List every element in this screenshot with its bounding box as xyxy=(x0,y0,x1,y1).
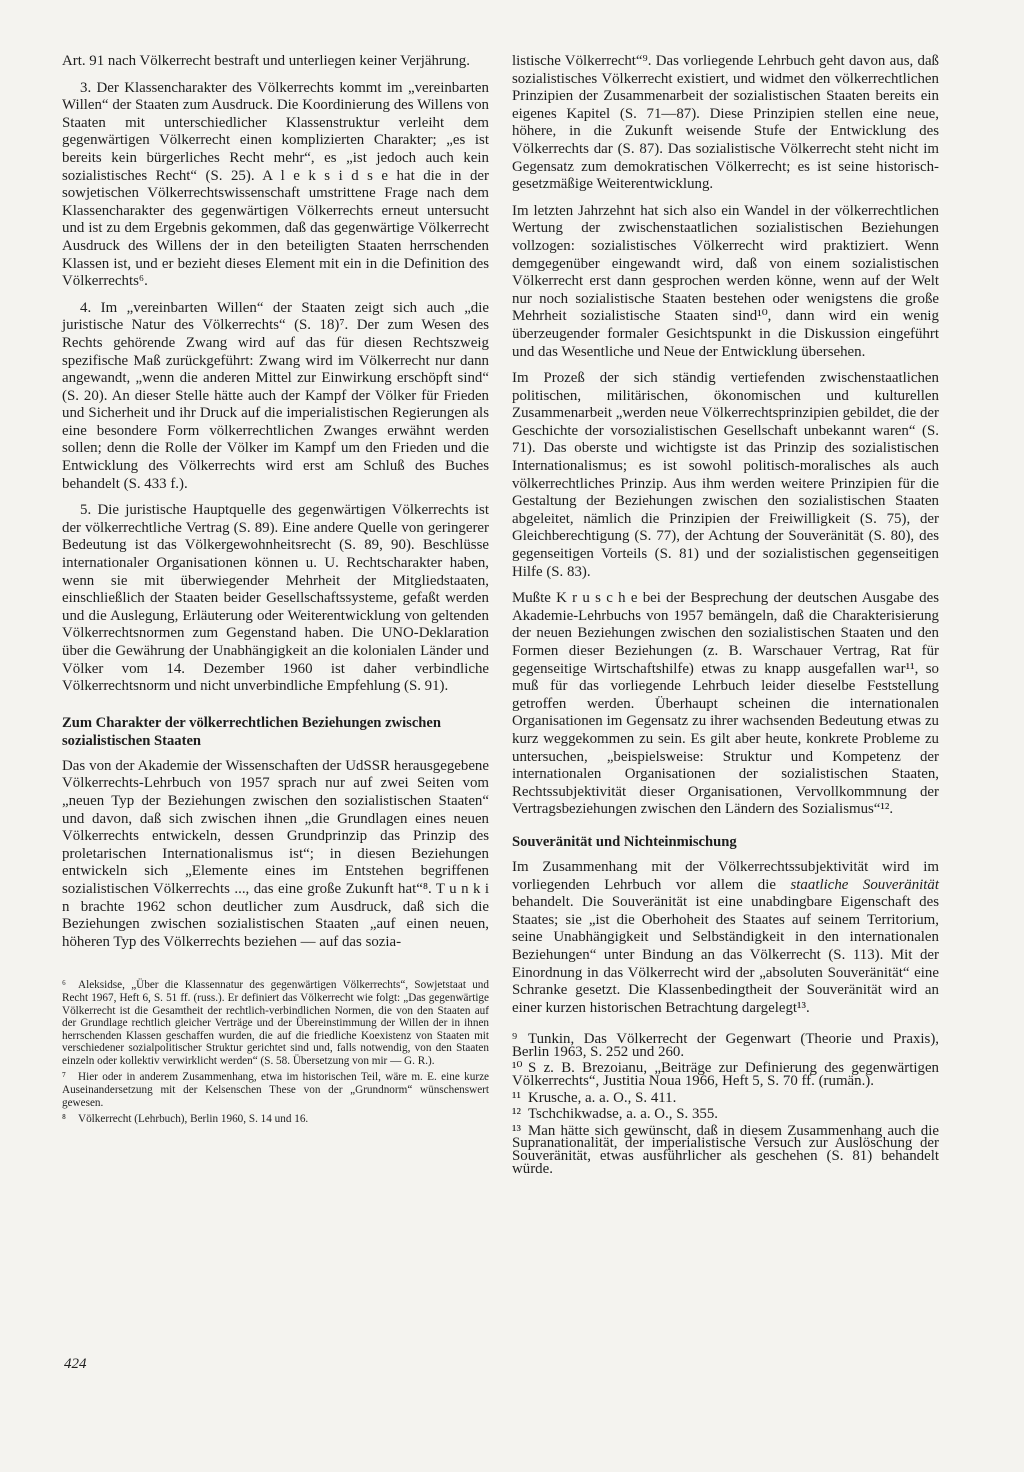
footnote-text: Tunkin, Das Völkerrecht der Gegenwart (Theorie und Praxis), Berlin 1963, S. 252 und 260. xyxy=(512,1031,939,1060)
emphasis: staatliche Souveränität xyxy=(790,876,940,893)
footnote xyxy=(512,1122,939,1177)
footnote xyxy=(512,1033,939,1058)
section-heading: Souveränität und Nichteinmischung xyxy=(512,833,737,850)
footnote xyxy=(62,1071,489,1109)
paragraph: Im Prozeß der sich ständig vertiefenden zwischenstaatlichen politischen, militärischen, ökonomischen und kulturellen Zusammenarbeit „werden neue Völkerrechtsprinzipien gebildet, die der Geschichte der vorsozialistischen Gesellschaft unbekannt waren“ (S. 71). Das oberste und wichtigste ist das Prinzip des sozialistischen Internationalismus; es ist sowohl politisch-moralisches als auch völkerrechtliches Prinzip. Aus ihm werden weitere Prinzipien für die Gestaltung der Beziehungen zwischen den sozialistischen Staaten abgeleitet, nämlich die Prinzipien der Freiwilligkeit (S. 75), der Gleichberechtigung (S. 77), der Achtung der Souveränität (S. 80), des gegenseitigen Vorteils (S. 81) und der sozialistischen gegenseitigen Hilfe (S. 83). xyxy=(512,370,939,580)
paragraph xyxy=(512,859,939,1017)
footnotes xyxy=(62,979,489,1126)
footnote-text: Man hätte sich gewünscht, daß in diesem Zusammenhang auch die Supranationalität, der imperialistische Versuch zur Auslöschung der Souveränität, etwas ausführlicher als geschehen (S. 81) behandelt würde. xyxy=(512,1122,939,1177)
page-number: 424 xyxy=(64,1356,87,1372)
footnote xyxy=(512,1108,939,1121)
footnote-mark: ⁹ xyxy=(512,1031,518,1048)
footnote xyxy=(62,1113,489,1126)
paragraph: 3. Der Klassencharakter des Völkerrechts kommt im „vereinbarten Willen“ der Staaten zum Ausdruck. Die Koordinierung des Willens von Staaten mit unterschiedlicher Klassenstruktur verleiht dem gegenwärtigen Völkerrecht einen komplizierten Charakter; „es ist bereits kein bürgerliches Recht mehr“, es „ist jedoch auch kein sozialistisches Recht“ (S. 25). A l e k s i d s e hat die in der sowjetischen Völkerrechtswissenschaft umstrittene Frage nach dem Klassencharakter des gegenwärtigen Völkerrechts erneut untersucht und ist zu dem Ergebnis gekommen, daß das gegenwärtige Völkerrecht Ausdruck des Willens der in den beteiligten Staaten herrschenden Klassen ist, und er bezieht dieses Element mit ein in die Definition des Völkerrechts⁶. xyxy=(62,79,489,290)
footnote xyxy=(512,1089,939,1106)
footnote-mark: ¹⁰ xyxy=(512,1060,523,1077)
footnote xyxy=(62,979,489,1067)
footnote xyxy=(512,1060,939,1090)
paragraph: listische Völkerrecht“⁹. Das vorliegende Lehrbuch geht davon aus, daß sozialistisches Völkerrecht existiert, und widmet den völkerrechtlichen Prinzipien der Zusammenarbeit der sozialistischen Staaten bereits ein eigenes Kapitel (S. 71—87). Diese Prinzipien stellen eine neue, höhere, in die Zukunft weisende Stufe der Entwicklung des Völkerrechts dar (S. 87). Das sozialistische Völkerrecht steht nicht im Gegensatz zum demokratischen Völkerrecht; es ist seine historisch-gesetzmäßige Weiterentwicklung. xyxy=(512,53,939,193)
text-run: behandelt. Die Souveränität ist eine unabdingbare Eigenschaft des Staates; sie „ist die Oberhoheit des Staates auf seinem Territorium, seine Unabhängigkeit und Selbständigkeit in den internationalen Beziehungen“ unter Bindung an das Völkerrecht (S. 113). Mit der Einordnung in das Völkerrecht wird der „absoluten Souveränität“ eine Schranke gesetzt. Die Klassenbedingtheit der Souveränität wird an einer kurzen historischen Betrachtung dargelegt¹³. xyxy=(512,894,939,1016)
footnote-text: S z. B. Brezoianu, „Beiträge zur Definierung des gegenwärtigen Völkerrechts“, Justitia Noua 1966, Heft 5, S. 70 ff. (rumän.). xyxy=(512,1060,939,1090)
paragraph: 4. Im „vereinbarten Willen“ der Staaten zeigt sich auch „die juristische Natur des Völkerrechts“ (S. 18)⁷. Der zum Wesen des Rechts gehörende Zwang wird auf das für diesen Rechtszweig spezifische Maß zurückgeführt: Zwang wird im Völkerrecht nur dann angewandt, „wenn die anderen Mittel zur Einwirkung erschöpft sind“ (S. 20). An dieser Stelle hätte auch der Kampf der Völker für Frieden und Sicherheit und ihr Druck auf die imperialistischen Regierungen als eine besondere Form völkerrechtlichen Zwanges erwähnt werden sollen; denn die Rolle der Völker im Kampf um den Frieden und die Entwicklung des Völkerrechts wird erst am Schluß des Buches behandelt (S. 433 f.). xyxy=(62,299,489,492)
section-heading: Zum Charakter der völkerrechtlichen Beziehungen zwischen sozialistischen Staaten xyxy=(62,714,442,749)
footnote-text: Völkerrecht (Lehrbuch), Berlin 1960, S. 14 und 16. xyxy=(78,1113,309,1126)
paragraph: Im letzten Jahrzehnt hat sich also ein Wandel in der völkerrechtlichen Wertung der zwischenstaatlichen sozialistischen Beziehungen vollzogen: sozialistisches Völkerrecht wird praktiziert. Wenn demgegenüber eingewandt wird, daß von einem sozialistischen Völkerrecht erst dann gesprochen werden könne, wenn auf der Welt nur noch sozialistische Staaten bestehen oder wenigstens die große Mehrheit sozialistische Staaten sind¹⁰, dann wird ein wenig überzeugender formaler Gesichtspunkt in die Diskussion eingeführt und das Wesentliche und Neue der Entwicklung übersehen. xyxy=(512,202,939,360)
footnote-mark: ¹³ xyxy=(512,1122,521,1139)
footnote-text: Krusche, a. a. O., S. 411. xyxy=(528,1089,677,1106)
paragraph: Das von der Akademie der Wissenschaften der UdSSR herausgegebene Völkerrechts-Lehrbuch von 1957 sprach nur auf zwei Seiten vom „neuen Typ der Beziehungen zwischen den sozialistischen Staaten“ und davon, daß sich zwischen ihnen „die Grundlagen eines neuen Völkerrechts entwickeln, dessen Grundprinzip das Prinzip des proletarischen Internationalismus ist“; in diesen Beziehungen entwickeln sich „Elemente eines im Entstehen begriffenen sozialistischen Völkerrechts ..., das eine große Zukunft hat“⁸. T u n k i n brachte 1962 schon deutlicher zum Ausdruck, daß sich die Beziehungen zwischen sozialistischen Staaten „auf einen neuen, höheren Typ des Völkerrechts beziehen — auf das sozia- xyxy=(62,757,489,950)
paragraph: 5. Die juristische Hauptquelle des gegenwärtigen Völkerrechts ist der völkerrechtliche Vertrag (S. 89). Eine andere Quelle von geringerer Bedeutung ist das Völkergewohnheitsrecht (S. 89, 90). Beschlüsse internationaler Organisationen können u. U. Rechtscharakter haben, wenn sie mit überwiegender Mehrheit der Mitgliedstaaten, einschließlich der Staaten beider Gesellschaftssysteme, gefaßt werden und die Auslegung, Erläuterung oder Weiterentwicklung von geltenden Völkerrechtsnormen zum Gegenstand haben. Die UNO-Deklaration über die Gewährung der Unabhängigkeit an die kolonialen Länder und Völker vom 14. Dezember 1960 ist daher verbindliche Völkerrechtsnorm und nicht unverbindliche Empfehlung (S. 91). xyxy=(62,502,489,695)
footnotes xyxy=(512,1033,939,1175)
left-column xyxy=(62,53,489,1130)
footnote-mark: ¹² xyxy=(512,1106,521,1123)
footnote-mark: ⁸ xyxy=(62,1113,66,1126)
paragraph: Mußte K r u s c h e bei der Besprechung der deutschen Ausgabe des Akademie-Lehrbuchs von 1957 bemängeln, daß die Charakterisierung der neuen Beziehungen zwischen den sozialistischen Staaten und den Formen dieser Beziehungen (z. B. Warschauer Vertrag, Rat für gegenseitige Wirtschaftshilfe) etwas zu knapp ausgefallen war¹¹, so muß für das vorliegende Lehrbuch leider dieselbe Feststellung getroffen werden. Überhaupt scheinen die internationalen Organisationen im Gegensatz zu ihrer wachsenden Bedeutung etwas zu kurz weggekommen zu sein. Es gilt aber heute, konkrete Probleme zu untersuchen, „beispielsweise: Struktur und Kompetenz der internationalen Organisationen der sozialistischen Staaten, Rechtssubjektivität dieser Organisationen, Vervollkommnung der Vertragsbeziehungen zwischen den Ländern des Sozialismus“¹². xyxy=(512,590,939,818)
footnote-mark: ⁷ xyxy=(62,1071,66,1084)
footnote-mark: ⁶ xyxy=(62,979,66,992)
footnote-text: Hier oder in anderem Zusammenhang, etwa im historischen Teil, wäre m. E. eine kurze Auseinandersetzung mit der Kelsenschen These von der „Grundnorm“ wünschenswert gewesen. xyxy=(62,1071,489,1109)
footnote-text: Aleksidse, „Über die Klassennatur des gegenwärtigen Völkerrechts“, Sowjetstaat und Recht 1967, Heft 6, S. 51 ff. (russ.). Er definiert das Völkerrecht wie folgt: „Das gegenwärtige Völkerrecht ist die Gesamtheit der rechtlich-verbindlichen Normen, die von den Staaten auf der Grundlage rechtlich gleicher Verträge und der Übereinstimmung der Willen der in ihnen herrschenden Klassen geschaffen wurden, die auf die friedliche Koexistenz von Staaten mit verschiedener sozialpolitischer Struktur gerichtet sind und, falls notwendig, von den Staaten einzeln oder kollektiv verwirklicht werden“ (S. 58. Übersetzung von mir — G. R.). xyxy=(62,979,489,1067)
footnote-mark: ¹¹ xyxy=(512,1089,521,1106)
footnote-text: Tschchikwadse, a. a. O., S. 355. xyxy=(528,1106,719,1123)
text-run: Im Zusammenhang mit der Völkerrechtssubjektivität wird im vorliegenden Lehrbuch vor allem die xyxy=(512,858,939,893)
right-column xyxy=(512,53,939,1179)
paragraph: Art. 91 nach Völkerrecht bestraft und unterliegen keiner Verjährung. xyxy=(62,53,470,69)
